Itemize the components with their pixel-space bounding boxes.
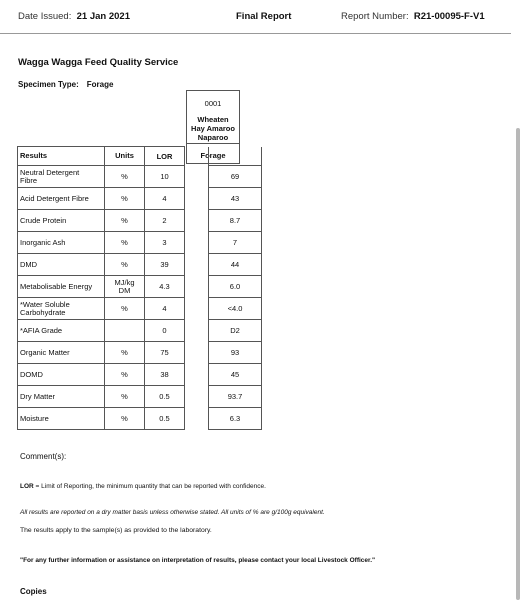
result-value-cell-text: 7 [232,238,238,247]
result-lor-cell [145,342,185,364]
table-row [18,232,262,254]
result-name-cell [18,298,105,320]
result-units-cell-text: % [121,303,128,313]
result-units-cell-text: % [121,237,128,247]
result-units-cell-text: % [121,391,128,401]
result-value-cell [209,364,262,386]
table-row [18,166,262,188]
report-header [0,0,523,34]
table-row [18,386,262,408]
column-gap [185,166,209,188]
result-lor-cell-text: 4 [162,304,167,313]
result-lor-cell-text: 0.5 [159,414,170,423]
result-value-cell [209,298,262,320]
result-name-cell [18,386,105,408]
result-lor-cell-text: 0.5 [159,392,170,401]
lor-column-header: LOR [145,147,185,166]
date-issued [18,11,130,22]
header-divider [0,33,511,34]
result-lor-cell-text: 0 [162,326,167,335]
scrollbar[interactable] [516,128,520,600]
result-name-cell-text: Carbohydrate [20,307,66,317]
result-units-cell [105,364,145,386]
table-row [18,320,262,342]
result-units-cell [105,408,145,430]
column-gap [185,342,209,364]
result-value-cell-text: 6.0 [229,282,241,291]
result-lor-cell [145,276,185,298]
result-value-cell [209,320,262,342]
column-gap [185,320,209,342]
result-name-cell-text: Inorganic Ash [20,237,66,247]
result-name-cell-text: Metabolisable Energy [20,281,93,291]
table-row [18,298,262,320]
result-name-cell-text: Organic Matter [20,347,70,357]
report-number-label: Report Number: [341,11,409,22]
result-lor-cell-text: 39 [160,260,169,269]
column-gap [185,210,209,232]
result-lor-cell-text: 4 [162,194,167,203]
table-row [18,210,262,232]
result-lor-cell [145,386,185,408]
result-units-cell [105,386,145,408]
result-name-cell [18,320,105,342]
result-name-cell-text: DOMD [20,369,43,379]
date-label: Date Issued: [18,11,72,22]
result-name-cell-text: Acid Detergent Fibre [20,193,89,203]
result-value-cell-text: 93.7 [227,392,243,401]
column-gap [185,408,209,430]
result-value-cell [209,276,262,298]
result-name-cell [18,276,105,298]
result-value-cell-text: <4.0 [227,304,243,313]
units-column-header: Units [105,147,145,166]
result-value-cell-text: 45 [230,370,240,379]
result-lor-cell [145,210,185,232]
result-units-cell [105,254,145,276]
table-row [18,364,262,386]
result-units-cell-text: % [121,369,128,379]
column-gap [185,232,209,254]
result-lor-cell [145,188,185,210]
column-gap [185,386,209,408]
result-units-cell [105,276,145,298]
column-gap [185,254,209,276]
result-value-cell-text: 43 [230,194,240,203]
column-gap [185,364,209,386]
table-row [18,408,262,430]
result-name-cell [18,210,105,232]
further-info-note: "For any further information or assistance on interpretation of results, please contact your local Livestock Officer." [20,557,376,564]
dry-matter-note: All results are reported on a dry matter basis unless otherwise stated. All units of % are g/100g equivalent. [20,509,325,516]
result-value-cell [209,386,262,408]
result-name-cell-text: Crude Protein [20,215,67,225]
results-body [18,166,262,430]
results-table [17,146,262,430]
result-name-cell-text: Fibre [20,175,38,185]
table-header-row [18,147,262,166]
result-name-cell-text: *Water Soluble [20,299,70,309]
result-lor-cell-text: 3 [162,238,167,247]
lor-abbrev: LOR [20,483,34,490]
result-lor-cell-text: 38 [160,370,169,379]
copies-heading: Copies [20,587,47,596]
organisation-name: Wagga Wagga Feed Quality Service [18,57,179,68]
result-value-cell-text: 93 [230,348,240,357]
result-units-cell [105,210,145,232]
specimen-label: Specimen Type: [18,80,79,89]
report-type [236,11,291,22]
result-value-cell-text: 8.7 [229,216,241,225]
result-units-cell [105,342,145,364]
report-number [341,11,485,22]
sample-type: Forage [200,151,226,160]
result-lor-cell-text: 10 [160,172,169,181]
result-name-cell-text: DMD [20,259,38,269]
result-lor-cell [145,408,185,430]
result-value-cell [209,254,262,276]
comments-label: Comment(s): [20,452,67,461]
table-row [18,188,262,210]
sample-name-line: Hay Amaroo [191,124,235,133]
result-units-cell-text: MJ/kg [114,277,135,287]
date-value: 21 Jan 2021 [76,11,130,22]
column-gap [185,298,209,320]
result-name-cell [18,408,105,430]
table-row [18,342,262,364]
result-value-cell-text: D2 [230,326,240,335]
column-gap [185,188,209,210]
result-lor-cell [145,232,185,254]
result-value-cell [209,188,262,210]
report-number-value: R21-00095-F-V1 [413,11,485,22]
result-lor-cell-text: 75 [160,348,169,357]
result-value-cell [209,166,262,188]
lor-text: = Limit of Reporting, the minimum quantity that can be reported with confidence. [33,483,266,490]
result-value-cell-text: 69 [230,172,240,181]
result-lor-cell [145,298,185,320]
result-lor-cell-text: 2 [162,216,167,225]
result-name-cell [18,364,105,386]
result-name-cell-text: Moisture [20,413,49,423]
result-units-cell-text: % [121,413,128,423]
result-units-cell-text: % [121,259,128,269]
result-lor-cell [145,166,185,188]
result-units-cell-text: % [121,347,128,357]
result-lor-cell [145,254,185,276]
result-units-cell-text: % [121,193,128,203]
results-column-header: Results [18,147,105,166]
result-value-cell [209,210,262,232]
sample-id: 0001 [204,99,222,108]
specimen-type [18,80,113,89]
result-name-cell-text: *AFIA Grade [20,325,63,335]
result-name-cell [18,166,105,188]
sample-apply-note: The results apply to the sample(s) as provided to the laboratory. [20,527,212,534]
table-row [18,254,262,276]
sample-name-line: Naparoo [197,133,229,142]
result-units-cell-text: DM [118,285,131,295]
result-name-cell [18,232,105,254]
result-units-cell [105,166,145,188]
result-units-cell [105,232,145,254]
result-value-cell [209,408,262,430]
sample-name-line: Wheaten [197,115,229,124]
result-name-cell [18,254,105,276]
table-row [18,276,262,298]
result-name-cell [18,342,105,364]
specimen-value: Forage [86,80,114,89]
report-type-label: Final Report [236,11,292,22]
result-name-cell-text: Neutral Detergent [20,167,80,177]
result-units-cell [105,298,145,320]
result-value-cell-text: 6.3 [229,414,241,423]
result-lor-cell [145,364,185,386]
result-units-cell-text: % [121,215,128,225]
result-name-cell-text: Dry Matter [20,391,56,401]
column-gap [185,147,209,166]
result-value-cell [209,342,262,364]
result-value-cell [209,232,262,254]
result-lor-cell [145,320,185,342]
result-lor-cell-text: 4.3 [159,282,170,291]
sample-name [187,115,239,142]
lor-note [20,483,266,490]
column-gap [185,276,209,298]
sample-header-divider [187,143,239,144]
result-units-cell [105,188,145,210]
result-units-cell-text: % [121,171,128,181]
sample-value-header [209,147,262,166]
result-units-cell [105,320,145,342]
result-name-cell [18,188,105,210]
result-value-cell-text: 44 [230,260,240,269]
